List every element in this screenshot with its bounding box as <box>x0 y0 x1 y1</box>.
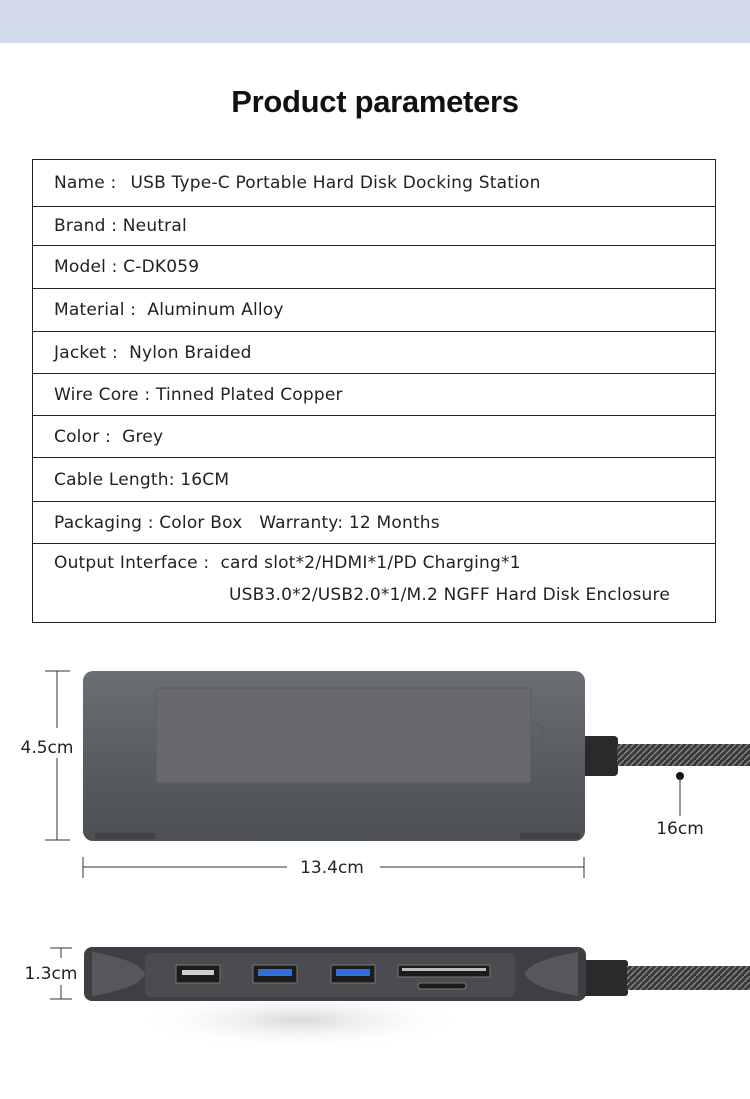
spec-output-line2: USB3.0*2/USB2.0*1/M.2 NGFF Hard Disk Enclosure <box>229 585 670 605</box>
spec-row-packaging <box>33 502 715 544</box>
cable-length-label: 16cm <box>656 819 704 839</box>
spec-name-value: USB Type-C Portable Hard Disk Docking Station <box>130 173 541 193</box>
spec-brand: Brand : Neutral <box>54 216 187 236</box>
spec-wire-core: Wire Core : Tinned Plated Copper <box>54 384 343 405</box>
spec-color: Color : Grey <box>54 426 164 447</box>
spec-row-jacket <box>33 332 715 374</box>
cable-plug-top <box>582 736 618 776</box>
spec-material: Material : Aluminum Alloy <box>54 300 284 320</box>
spec-packaging: Packaging : Color Box Warranty: 12 Months <box>54 512 440 533</box>
spec-table <box>32 159 716 623</box>
thickness-label: 1.3cm <box>24 964 78 984</box>
spec-name-label: Name : <box>54 173 117 193</box>
spec-output-line1: Output Interface : card slot*2/HDMI*1/PD Charging*1 <box>54 553 521 573</box>
dimension-figure <box>0 640 750 1099</box>
spec-row-cable-length <box>33 458 715 502</box>
spec-cable-length: Cable Length: 16CM <box>54 469 230 490</box>
braided-cable-top <box>617 744 750 766</box>
spec-model: Model : C-DK059 <box>54 257 200 277</box>
device-side-view <box>84 947 750 1001</box>
length-label: 13.4cm <box>300 858 364 878</box>
spec-row-brand <box>33 207 715 246</box>
cable-length-marker <box>676 772 684 816</box>
spec-row-name <box>33 160 715 207</box>
top-banner <box>0 0 750 43</box>
height-label: 4.5cm <box>20 738 74 758</box>
top-inset-panel <box>156 688 531 783</box>
braided-cable-side <box>627 966 750 990</box>
spec-row-wire-core <box>33 374 715 416</box>
spec-jacket: Jacket : Nylon Braided <box>54 342 252 363</box>
cable-plug-side <box>582 960 628 996</box>
spec-row-material <box>33 289 715 332</box>
spec-row-output-interface <box>33 544 715 622</box>
device-top-view <box>83 671 750 841</box>
tf-card-slot <box>418 983 466 989</box>
spec-row-model <box>33 246 715 289</box>
spec-row-color <box>33 416 715 458</box>
page-title: Product parameters <box>231 84 519 119</box>
